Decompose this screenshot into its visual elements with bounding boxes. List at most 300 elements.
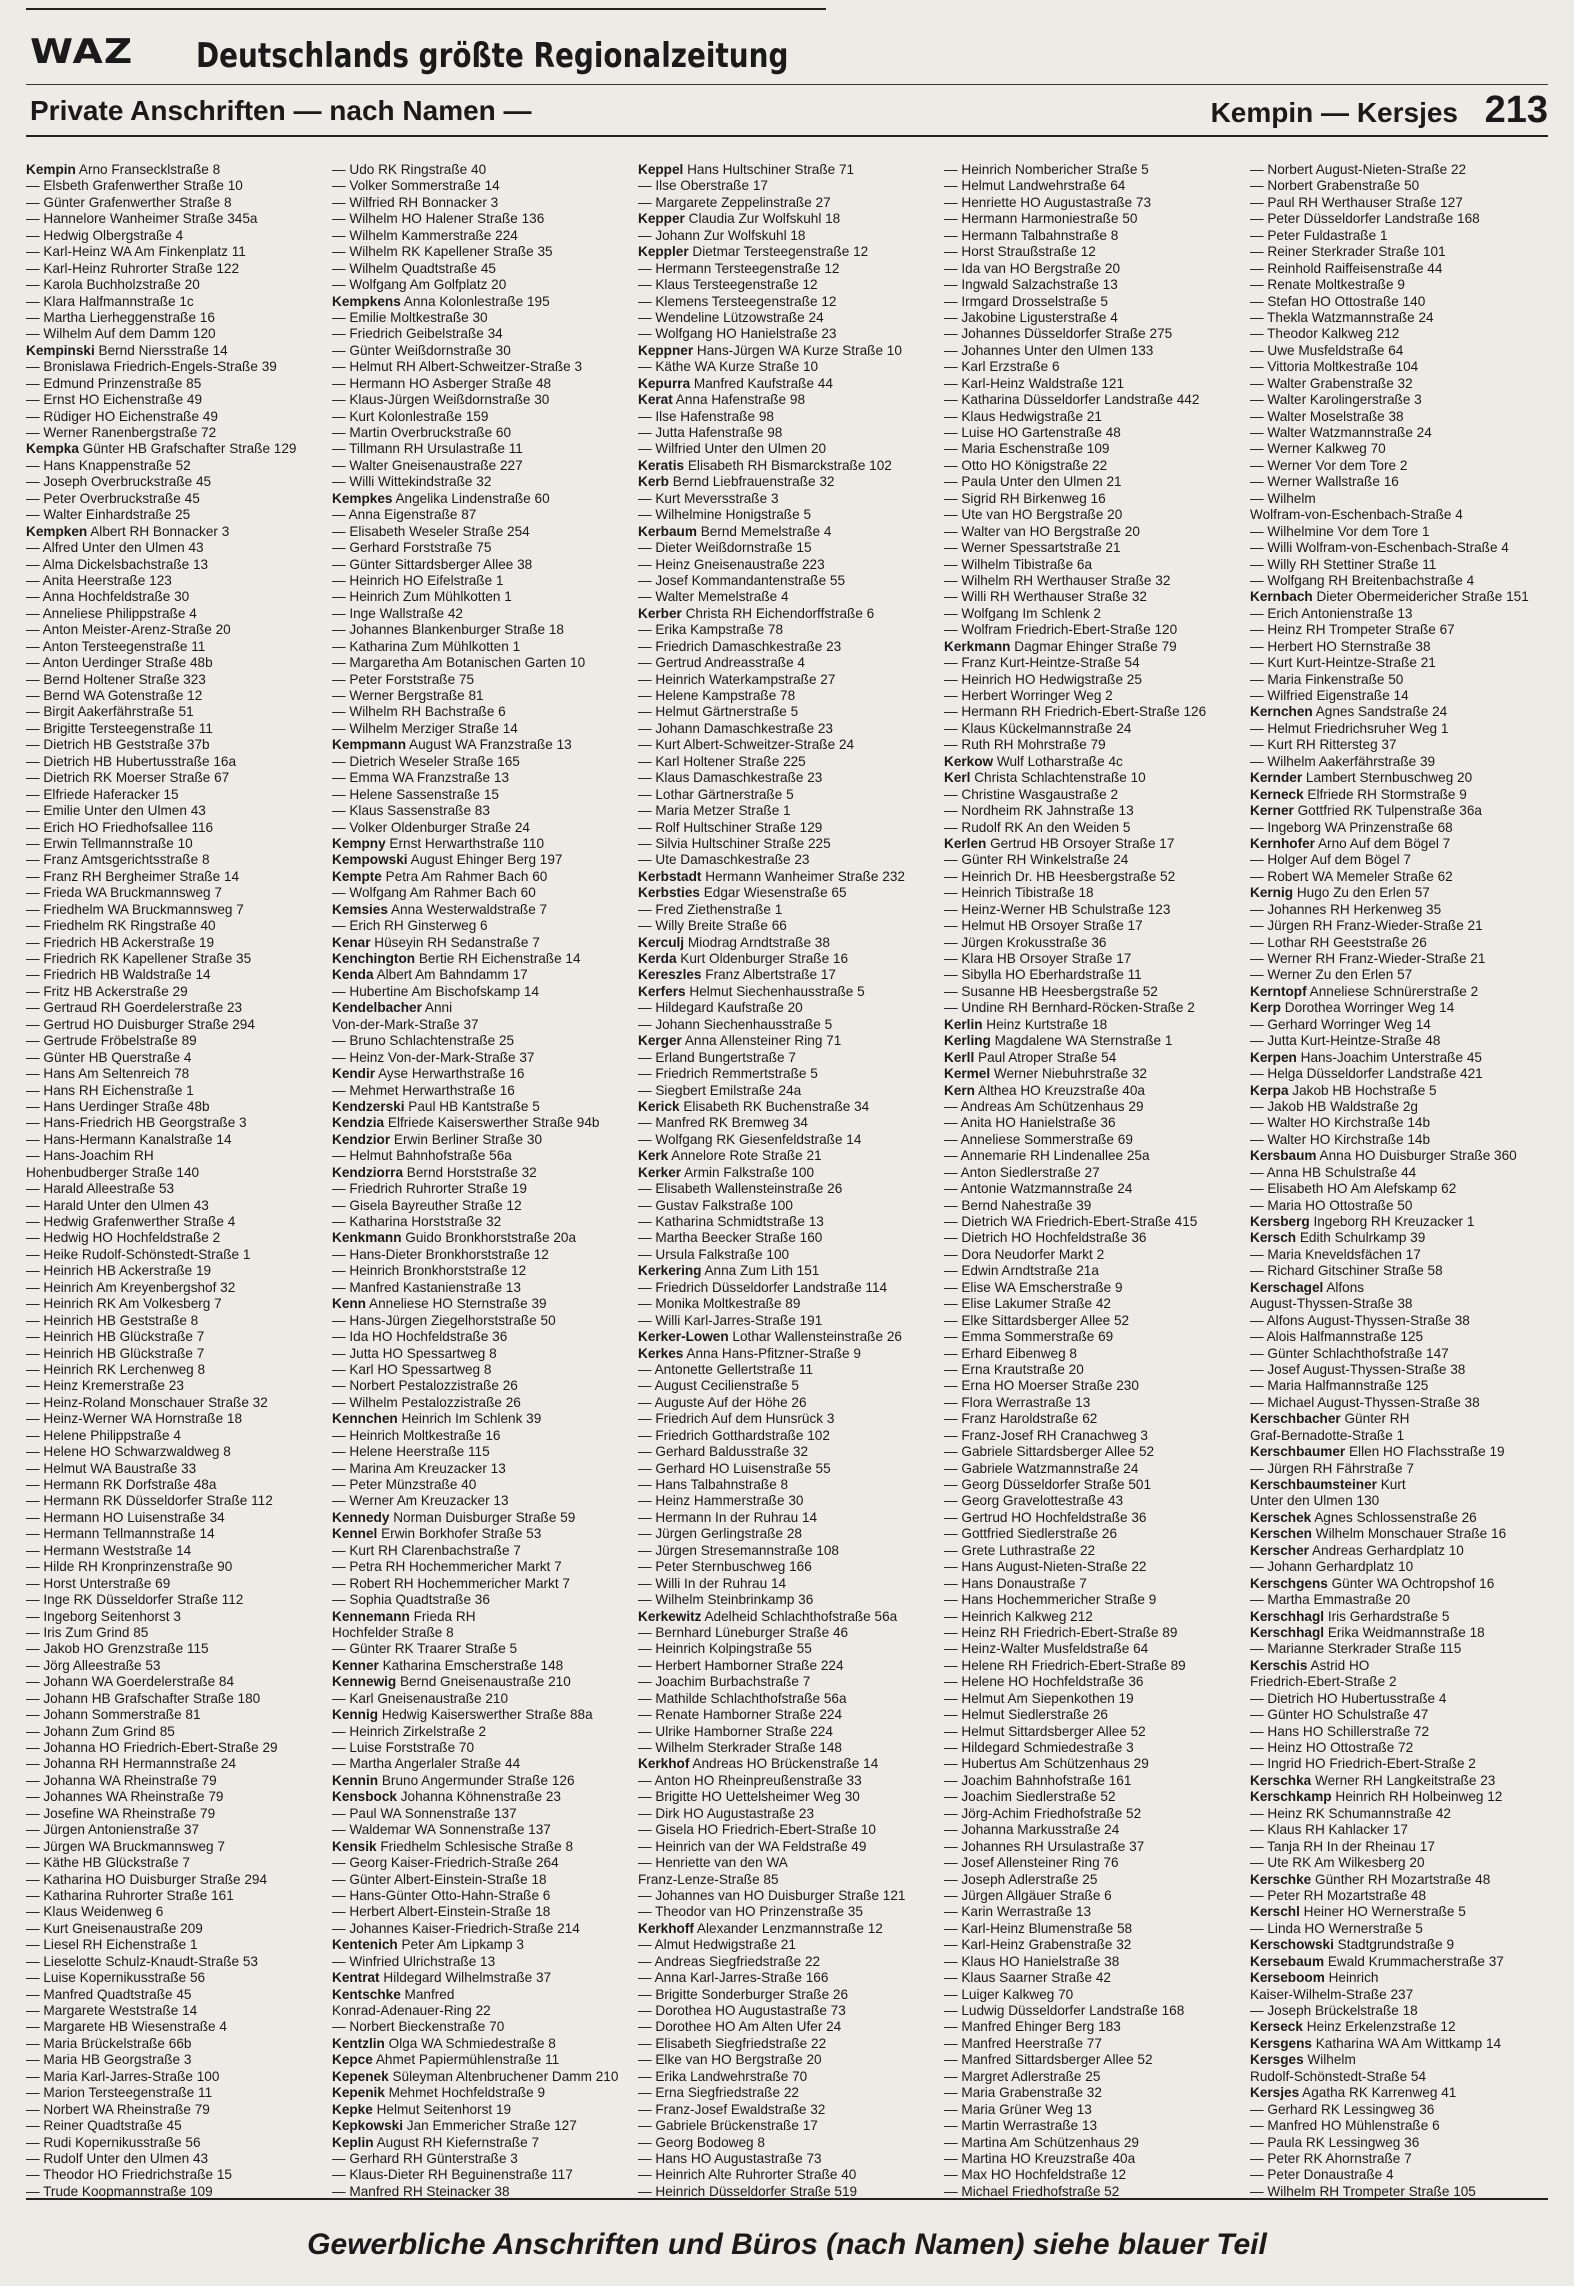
listing-entry: — Franz Kurt-Heintze-Straße 54 — [944, 655, 1140, 671]
listing-entry: — Reiner Sterkrader Straße 101 — [1250, 244, 1446, 260]
listing-entry: Kaiser-Wilhelm-Straße 237 — [1250, 1986, 1414, 2002]
listing-entry: — Helmut Am Siepenkothen 19 — [944, 1690, 1134, 1706]
entry-details: Hugo Zu den Erlen 57 — [1293, 885, 1430, 901]
listing-entry: — Heinrich RK Am Volkesberg 7 — [26, 1296, 222, 1312]
listing-entry: — Günter HB Querstraße 4 — [26, 1049, 192, 1065]
listing-entry: — Hildegard Kaufstraße 20 — [638, 1000, 803, 1016]
entry-details: Günter RH — [1340, 1411, 1410, 1427]
entry-details: Agnes Sandstraße 24 — [1312, 704, 1448, 720]
listing-entry: — Peter Forststraße 75 — [332, 671, 475, 687]
listing-entry: — Martha Emmastraße 20 — [1250, 1592, 1411, 1608]
entry-details: Erika Weidmannstraße 18 — [1324, 1624, 1485, 1640]
listing-entry: — Volker Oldenburger Straße 24 — [332, 819, 530, 835]
listing-entry — [332, 737, 632, 753]
listing-entry: — Klaus Saarner Straße 42 — [944, 1970, 1111, 1986]
listing-entry: — Karl-Heinz WA Am Finkenplatz 11 — [26, 244, 246, 260]
listing-entry — [944, 754, 1244, 770]
listing-entry: — Anton Uerdinger Straße 48b — [26, 655, 213, 671]
listing-entry: — Gertraud RH Goerdelerstraße 23 — [26, 1000, 243, 1016]
listing-entry: — Jürgen Allgäuer Straße 6 — [944, 1887, 1112, 1903]
entry-details: Arno Auf dem Bögel 7 — [1314, 835, 1451, 851]
surname: Kempken — [26, 523, 88, 539]
listing-entry — [332, 1937, 632, 1953]
listing-column-5 — [1250, 162, 1550, 2199]
listing-entry: — Heinrich RK Lerchenweg 8 — [26, 1361, 206, 1377]
listing-entry — [332, 1099, 632, 1115]
surname: Kempmann — [332, 737, 407, 753]
entry-details: Stadtgrundstraße 9 — [1333, 1937, 1455, 1953]
listing-entry: — Alois Halfmannstraße 125 — [1250, 1329, 1424, 1345]
listing-entry — [638, 1099, 938, 1115]
listing-entry: — Antonie Watzmannstraße 24 — [944, 1181, 1133, 1197]
surname: Kerschl — [1250, 1904, 1300, 1920]
listing-entry: — Inge Wallstraße 42 — [332, 605, 463, 621]
listing-entry: — Karl-Heinz Blumenstraße 58 — [944, 1920, 1133, 1936]
listing-entry — [26, 441, 326, 457]
listing-entry: — Walter Moselstraße 38 — [1250, 408, 1404, 424]
listing-entry — [332, 1789, 632, 1805]
listing-entry: — Klaus Weidenweg 6 — [26, 1904, 164, 1920]
listing-entry: — Karl Gneisenaustraße 210 — [332, 1690, 509, 1706]
listing-entry: — Johann Sommerstraße 81 — [26, 1707, 201, 1723]
entry-details: Heinz Erkelenzstraße 12 — [1302, 2019, 1456, 2035]
surname: Keplin — [332, 2134, 374, 2150]
listing-entry: — Hubertus Am Schützenhaus 29 — [944, 1756, 1149, 1772]
listing-entry — [1250, 1872, 1550, 1888]
listing-entry: Rudolf-Schönstedt-Straße 54 — [1250, 2068, 1427, 2084]
listing-entry: — Hermann Talbahnstraße 8 — [944, 227, 1119, 243]
listing-entry: — Heinrich Am Kreyenbergshof 32 — [26, 1279, 236, 1295]
listing-entry: — Norbert Pestalozzistraße 26 — [332, 1378, 518, 1394]
listing-entry: — Wilhelm Kammerstraße 224 — [332, 227, 518, 243]
listing-entry: — Alfons August-Thyssen-Straße 38 — [1250, 1312, 1470, 1328]
listing-entry: — Katharina Ruhrorter Straße 161 — [26, 1887, 234, 1903]
listing-entry — [1250, 1658, 1550, 1674]
listing-entry: — Hedwig HO Hochfeldstraße 2 — [26, 1230, 221, 1246]
listing-entry — [332, 2085, 632, 2101]
entry-details: Andreas Gerhardplatz 10 — [1308, 1542, 1464, 1558]
listing-entry: — Willy RH Stettiner Straße 11 — [1250, 556, 1437, 572]
listing-entry: — Gabriele Sittardsberger Allee 52 — [944, 1444, 1155, 1460]
surname: Kerschagel — [1250, 1279, 1324, 1295]
listing-entry — [944, 836, 1244, 852]
listing-entry: — Heinrich HB Ackerstraße 19 — [26, 1263, 212, 1279]
footer-note: Gewerbliche Anschriften und Büros (nach Namen) siehe blauer Teil — [307, 2228, 1267, 2261]
listing-entry: — Erwin Tellmannstraße 10 — [26, 835, 193, 851]
listing-entry: — Wilhelm Aakerfährstraße 39 — [1250, 753, 1436, 769]
listing-entry: — Ingrid HO Friedrich-Ebert-Straße 2 — [1250, 1756, 1476, 1772]
listing-entry — [638, 606, 938, 622]
surname: Kersges — [1250, 2052, 1304, 2068]
listing-entry: — Emma WA Franzstraße 13 — [332, 770, 510, 786]
listing-entry: — Waldemar WA Sonnenstraße 137 — [332, 1822, 551, 1838]
listing-entry: — Karl-Heinz Ruhrorter Straße 122 — [26, 260, 240, 276]
listing-entry: — Werner Vor dem Tore 2 — [1250, 457, 1408, 473]
listing-entry: — Jürgen Gerlingstraße 28 — [638, 1526, 802, 1542]
listing-entry — [332, 951, 632, 967]
listing-entry: — Martin Overbruckstraße 60 — [332, 425, 512, 440]
listing-entry: — Erika Landwehrstraße 70 — [638, 2068, 808, 2084]
surname: Kensik — [332, 1838, 377, 1854]
listing-entry: — Anna Karl-Jarres-Straße 166 — [638, 1970, 829, 1986]
listing-entry: — Jörg Alleestraße 53 — [26, 1657, 161, 1673]
listing-entry — [332, 1066, 632, 1082]
listing-entry — [638, 1609, 938, 1625]
listing-entry: — Hans-Hermann Kanalstraße 14 — [26, 1131, 232, 1147]
listing-entry: — Linda HO Wernerstraße 5 — [1250, 1920, 1423, 1936]
entry-details: Wilhelm — [1303, 2052, 1356, 2068]
listing-entry: — Wilhelm Auf dem Damm 120 — [26, 326, 216, 342]
listing-entry: — Jürgen Stresemannstraße 108 — [638, 1542, 839, 1558]
surname: Kepenek — [332, 2068, 389, 2084]
surname: Kerber — [638, 605, 682, 621]
listing-entry: — Kurt Albert-Schweitzer-Straße 24 — [638, 737, 855, 753]
listing-entry: — Ute Damaschkestraße 23 — [638, 852, 810, 868]
listing-entry: — Helene HO Hochfeldstraße 36 — [944, 1674, 1144, 1690]
surname: Kentrat — [332, 1970, 380, 1986]
listing-entry: — Erich Antonienstraße 13 — [1250, 605, 1413, 621]
listing-entry: — Hans-Jürgen Ziegelhorststraße 50 — [332, 1312, 556, 1328]
listing-entry: — Thekla Watzmannstraße 24 — [1250, 309, 1434, 325]
listing-entry — [638, 1148, 938, 1164]
listing-entry: — Johanna HO Friedrich-Ebert-Straße 29 — [26, 1740, 278, 1755]
listing-entry — [638, 524, 938, 540]
surname: Kerb — [638, 474, 669, 490]
listing-entry: — Herbert Albert-Einstein-Straße 18 — [332, 1904, 551, 1920]
listing-entry: — Joachim Bahnhofstraße 161 — [944, 1772, 1132, 1788]
listing-entry: — Friedrich Geibelstraße 34 — [332, 326, 503, 342]
listing-entry: — Bernd WA Gotenstraße 12 — [26, 688, 203, 703]
listing-entry: — Dorothea HO Augustastraße 73 — [638, 2003, 846, 2018]
listing-entry — [638, 951, 938, 967]
directory-page — [26, 0, 1548, 2286]
listing-entry — [1250, 803, 1550, 819]
listing-entry: — Heinrich HB Glückstraße 7 — [26, 1345, 205, 1361]
listing-entry: — Karin Werrastraße 13 — [944, 1904, 1092, 1920]
listing-entry — [332, 1510, 632, 1526]
listing-entry: — Klaus-Jürgen Weißdornstraße 30 — [332, 392, 550, 408]
listing-entry: — Heinrich Kalkweg 212 — [944, 1608, 1093, 1624]
surname: Kersch — [1250, 1230, 1297, 1246]
listing-entry: — Heinrich Zum Mühlkotten 1 — [332, 589, 512, 605]
listing-entry: — Winfried Ulrichstraße 13 — [332, 1953, 496, 1969]
listing-entry: — Martha Angerlaler Straße 44 — [332, 1756, 521, 1772]
surname: Kerker-Lowen — [638, 1329, 729, 1345]
listing-entry: — Katharina Horststraße 32 — [332, 1214, 502, 1229]
surname: Kennel — [332, 1526, 378, 1542]
listing-entry: — Helene Heerstraße 115 — [332, 1444, 490, 1460]
listing-entry: — Wilhelm Merziger Straße 14 — [332, 720, 518, 736]
listing-entry: — Jutta HO Spessartweg 8 — [332, 1345, 497, 1361]
listing-entry: — Birgit Aakerfährstraße 51 — [26, 704, 194, 720]
entry-details: Dorothea Worringer Weg 14 — [1280, 1000, 1455, 1016]
listing-entry: — Ulrike Hamborner Straße 224 — [638, 1723, 833, 1739]
listing-entry: — Heinrich Dr. HB Heesbergstraße 52 — [944, 868, 1176, 884]
listing-entry: Konrad-Adenauer-Ring 22 — [332, 2003, 491, 2018]
listing-entry — [944, 1017, 1244, 1033]
listing-entry: — Wilhelm RH Trompeter Straße 105 — [1250, 2183, 1476, 2199]
listing-entry: — Friedrich Damaschkestraße 23 — [638, 638, 842, 654]
listing-entry — [332, 2135, 632, 2151]
entry-details: Claudia Zur Wolfskuhl 18 — [684, 211, 841, 227]
entry-details: Dieter Obermeidericher Straße 151 — [1312, 589, 1529, 605]
listing-entry: — Monika Moltkestraße 89 — [638, 1296, 801, 1312]
surname: Kepurra — [638, 375, 691, 391]
listing-entry: — Heinz Von-der-Mark-Straße 37 — [332, 1049, 535, 1065]
listing-entry: — Herbert Worringer Weg 2 — [944, 688, 1113, 703]
name-range: Kempin — Kersjes — [1210, 97, 1458, 128]
surname: Kersgens — [1250, 2035, 1312, 2051]
surname: Kernig — [1250, 885, 1294, 901]
listing-entry — [26, 524, 326, 540]
entry-details: Hans-Joachim Unterstraße 45 — [1296, 1049, 1482, 1065]
listing-entry: — Erna HO Moerser Straße 230 — [944, 1378, 1139, 1394]
listing-entry: — Willi Wittekindstraße 32 — [332, 474, 492, 490]
listing-entry: — Friedrich HB Ackerstraße 19 — [26, 934, 215, 950]
surname: Kerll — [944, 1049, 975, 1065]
entry-details: Angelika Lindenstraße 60 — [392, 490, 550, 506]
listing-entry: — Heinrich Alte Ruhrorter Straße 40 — [638, 2167, 857, 2183]
listing-entry: — Martina HO Kreuzstraße 40a — [944, 2150, 1136, 2166]
listing-entry: — Reinhold Raiffeisenstraße 44 — [1250, 260, 1443, 276]
listing-entry: — Peter Overbruckstraße 45 — [26, 490, 200, 506]
surname: Kerker — [638, 1164, 682, 1180]
listing-entry — [1250, 1230, 1550, 1246]
listing-entry: — Klaus Kückelmannstraße 24 — [944, 720, 1132, 736]
listing-entry: — Wendeline Lützowstraße 24 — [638, 309, 824, 325]
surname: Kepke — [332, 2101, 373, 2117]
listing-entry: — Richard Gitschiner Straße 58 — [1250, 1263, 1443, 1279]
entry-details: Gottfried RK Tulpenstraße 36a — [1293, 803, 1482, 819]
listing-entry: — Günter Grafenwerther Straße 8 — [26, 194, 232, 210]
listing-entry: — Harald Unter den Ulmen 43 — [26, 1197, 209, 1213]
listing-entry — [332, 1000, 632, 1016]
listing-entry — [944, 1033, 1244, 1049]
listing-entry — [1250, 1954, 1550, 1970]
listing-entry: — Klara Halfmannstraße 1c — [26, 293, 194, 309]
listing-entry: Von-der-Mark-Straße 37 — [332, 1016, 479, 1032]
listing-entry: — Hannelore Wanheimer Straße 345a — [26, 211, 258, 227]
listing-entry: Hohenbudberger Straße 140 — [26, 1164, 200, 1180]
listing-entry: — Gertrud HO Duisburger Straße 294 — [26, 1016, 255, 1032]
listing-entry: — Franz-Josef Ewaldstraße 32 — [638, 2101, 826, 2117]
surname: Kenn — [332, 1296, 366, 1312]
listing-entry: — Willi In der Ruhrau 14 — [638, 1575, 787, 1591]
listing-entry: — Brigitte Tersteegenstraße 11 — [26, 720, 213, 736]
listing-entry: — Willy Breite Straße 66 — [638, 918, 787, 934]
listing-entry: — Gottfried Siedlerstraße 26 — [944, 1526, 1118, 1542]
surname: Kempte — [332, 868, 382, 884]
listing-entry: — Lothar Gärtnerstraße 5 — [638, 786, 794, 802]
surname: Kerkmann — [944, 638, 1011, 654]
listing-entry: — Stefan HO Ottostraße 140 — [1250, 293, 1426, 309]
surname: Kempowski — [332, 852, 408, 868]
listing-entry: — Heinrich Zirkelstraße 2 — [332, 1723, 487, 1739]
entry-details: Bernd Niersstraße 14 — [94, 342, 228, 358]
listing-entry: — Josefine WA Rheinstraße 79 — [26, 1805, 216, 1821]
listing-entry: — Dietrich HB Hubertusstraße 16a — [26, 753, 237, 769]
listing-entry: — Dietrich WA Friedrich-Ebert-Straße 415 — [944, 1214, 1198, 1229]
listing-entry: — Manfred Quadtstraße 45 — [26, 1986, 192, 2002]
listing-entry: — Brigitte HO Uettelsheimer Weg 30 — [638, 1789, 860, 1805]
surname: Kerl — [944, 770, 971, 786]
surname: Keppner — [638, 342, 694, 358]
listing-entry: — Helene Kampstraße 78 — [638, 688, 796, 703]
listing-entry: — Mathilde Schlachthofstraße 56a — [638, 1690, 847, 1706]
entry-details: Althea HO Kreuzstraße 40a — [974, 1082, 1145, 1098]
entry-details: Jan Emmericher Straße 127 — [403, 2118, 577, 2134]
listing-entry: — Gisela Bayreuther Straße 12 — [332, 1197, 522, 1213]
listing-entry: — Karola Buchholzstraße 20 — [26, 277, 200, 293]
entry-details: Heinz Kurtstraße 18 — [982, 1016, 1108, 1032]
entry-details: Anna Kolonlestraße 195 — [400, 293, 550, 309]
surname: Kerschke — [1250, 1871, 1312, 1887]
listing-entry: — Paul WA Sonnenstraße 137 — [332, 1805, 517, 1821]
listing-entry: Graf-Bernadotte-Straße 1 — [1250, 1427, 1405, 1443]
listing-entry — [944, 639, 1244, 655]
listing-entry: — Rüdiger HO Eichenstraße 49 — [26, 408, 218, 424]
listing-entry — [1250, 2085, 1550, 2101]
surname: Kentenich — [332, 1937, 398, 1953]
entry-details: Günter WA Ochtropshof 16 — [1327, 1575, 1495, 1591]
listing-entry: — Günter RK Traarer Straße 5 — [332, 1641, 518, 1657]
listing-entry: — Wilhelm Steinbrinkamp 36 — [638, 1592, 814, 1608]
surname: Kennig — [332, 1707, 379, 1723]
listing-entry: — Herbert HO Sternstraße 38 — [1250, 638, 1431, 654]
listing-entry: — Norbert Grabenstraße 50 — [1250, 178, 1420, 194]
surname: Kepce — [332, 2052, 373, 2068]
listing-entry: — Martin Werrastraße 13 — [944, 2118, 1098, 2134]
listing-entry: — Alfred Unter den Ulmen 43 — [26, 540, 204, 556]
listing-entry: — Manfred RH Steinacker 38 — [332, 2183, 510, 2199]
entry-details: Edgar Wiesenstraße 65 — [699, 885, 847, 901]
listing-entry: — Maria Grabenstraße 32 — [944, 2085, 1102, 2101]
entry-details: Alexander Lenzmannstraße 12 — [693, 1920, 883, 1936]
listing-entry — [1250, 1280, 1550, 1296]
entry-details: Christa Schlachtenstraße 10 — [970, 770, 1146, 786]
listing-entry — [638, 162, 938, 178]
listing-entry: — Heinrich Bronkhorststraße 12 — [332, 1263, 527, 1279]
listing-entry — [1250, 1970, 1550, 1986]
listing-entry: — Heinrich Düsseldorfer Straße 519 — [638, 2183, 858, 2199]
listing-entry: — Werner Zu den Erlen 57 — [1250, 967, 1413, 983]
listing-entry: — Walter Karolingerstraße 3 — [1250, 392, 1422, 408]
listing-entry: — Johannes Blankenburger Straße 18 — [332, 622, 564, 638]
listing-entry: — Silvia Hultschiner Straße 225 — [638, 835, 831, 851]
listing-entry: — Erika Kampstraße 78 — [638, 622, 784, 638]
listing-entry: — Norbert WA Rheinstraße 79 — [26, 2101, 210, 2117]
listing-entry: — Martha Beecker Straße 160 — [638, 1230, 823, 1246]
listing-entry: — Friedrich Gotthardstraße 102 — [638, 1427, 830, 1443]
listing-entry: — Wolfgang HO Hanielstraße 23 — [638, 326, 837, 342]
listing-entry: — Johanna WA Rheinstraße 79 — [26, 1772, 217, 1788]
listing-entry: — Heinz RH Friedrich-Ebert-Straße 89 — [944, 1624, 1178, 1640]
listing-entry: — Sigrid RH Birkenweg 16 — [944, 490, 1106, 506]
listing-entry: — Kurt Kolonlestraße 159 — [332, 408, 489, 424]
surname: Kepkowski — [332, 2118, 404, 2134]
listing-entry: — Hans Uerdinger Straße 48b — [26, 1098, 210, 1114]
surname: Kerschbacher — [1250, 1411, 1341, 1427]
listing-entry: — Horst Unterstraße 69 — [26, 1575, 171, 1591]
listing-entry: — Gerhard Worringer Weg 14 — [1250, 1016, 1431, 1032]
listing-entry: — Walter Watzmannstraße 24 — [1250, 425, 1432, 440]
listing-entry: — Wilhelm Quadtstraße 45 — [332, 260, 496, 276]
listing-entry — [332, 1707, 632, 1723]
listing-entry — [1250, 1148, 1550, 1164]
listing-entry: Franz-Lenze-Straße 85 — [638, 1871, 779, 1887]
listing-entry: — Johann WA Goerdelerstraße 84 — [26, 1674, 235, 1690]
listing-entry: — Walter Gneisenaustraße 227 — [332, 457, 523, 473]
listing-entry: — Elke Sittardsberger Allee 52 — [944, 1312, 1130, 1328]
listing-entry: — Margaretha Am Botanischen Garten 10 — [332, 655, 586, 671]
surname: Kennchen — [332, 1411, 398, 1427]
listing-entry: — Susanne HB Heesbergstraße 52 — [944, 983, 1158, 999]
entry-details: Petra Am Rahmer Bach 60 — [381, 868, 548, 884]
listing-entry: — Henriette van den WA — [638, 1855, 788, 1871]
listing-entry: — Joseph Adlerstraße 25 — [944, 1871, 1098, 1887]
listing-entry: — Katharina Zum Mühlkotten 1 — [332, 638, 521, 654]
listing-entry: — Mehmet Herwarthstraße 16 — [332, 1082, 515, 1098]
listing-entry: — Hans Am Seltenreich 78 — [26, 1066, 190, 1082]
surname: Kerger — [638, 1033, 682, 1049]
listing-entry: — Kurt Kurt-Heintze-Straße 21 — [1250, 655, 1436, 671]
listing-entry: — Helmut Gärtnerstraße 5 — [638, 704, 799, 720]
listing-entry: — Martina Am Schützenhaus 29 — [944, 2134, 1139, 2150]
listing-entry: — Maria Brückelstraße 66b — [26, 2035, 192, 2051]
listing-entry: — Hildegard Schmiedestraße 3 — [944, 1740, 1134, 1755]
listing-entry: — Katharina HO Duisburger Straße 294 — [26, 1871, 268, 1887]
listing-entry: — Petra RH Hochemmericher Markt 7 — [332, 1559, 562, 1575]
listing-column-4 — [944, 162, 1244, 2199]
entry-details: Kurt Oldenburger Straße 16 — [676, 951, 849, 966]
surname: Kensbock — [332, 1789, 397, 1805]
listing-entry — [638, 1346, 938, 1362]
listing-entry: — Hermann HO Luisenstraße 34 — [26, 1509, 225, 1525]
listing-entry: — Peter Sternbuschweg 166 — [638, 1559, 812, 1575]
surname: Kerseck — [1250, 2019, 1303, 2035]
listing-entry: — Helene HO Schwarzwaldweg 8 — [26, 1444, 231, 1460]
listing-entry: — Christine Wasgaustraße 2 — [944, 786, 1119, 802]
entry-details: Albert Am Bahndamm 17 — [373, 967, 528, 983]
surname: Kerkes — [638, 1345, 684, 1361]
listing-entry: — Karl-Heinz Grabenstraße 32 — [944, 1937, 1132, 1953]
entry-details: Bernd Memelstraße 4 — [696, 523, 832, 539]
listing-entry: — Dietrich HO Hochfeldstraße 36 — [944, 1230, 1147, 1246]
listing-entry: — Heinrich Nombericher Straße 5 — [944, 162, 1149, 177]
surname: Kerseboom — [1250, 1970, 1325, 1986]
listing-entry: — Lothar RH Geeststraße 26 — [1250, 934, 1427, 950]
listing-entry: — Helmut Sittardsberger Allee 52 — [944, 1723, 1146, 1739]
entry-details: Helmut Siechenhausstraße 5 — [685, 983, 865, 999]
entry-details: August RH Kiefernstraße 7 — [373, 2134, 540, 2150]
entry-details: Hans Hultschiner Straße 71 — [683, 162, 855, 177]
listing-entry: — Emma Sommerstraße 69 — [944, 1329, 1114, 1345]
listing-entry: — Helmut Bahnhofstraße 56a — [332, 1148, 512, 1164]
listing-entry: — Holger Auf dem Bögel 7 — [1250, 852, 1411, 868]
listing-entry: — Klaus HO Hanielstraße 38 — [944, 1953, 1120, 1969]
listing-entry: — Helene RH Friedrich-Ebert-Straße 89 — [944, 1657, 1186, 1673]
listing-entry: — Wilfried RH Bonnacker 3 — [332, 194, 499, 210]
listing-entry: — Edwin Arndtstraße 21a — [944, 1263, 1099, 1279]
listing-entry — [332, 2069, 632, 2085]
listing-entry: — Ilse Oberstraße 17 — [638, 178, 768, 194]
listing-entry: — Gertrude Fröbelstraße 89 — [26, 1033, 197, 1049]
listing-entry: — Manfred Sittardsberger Allee 52 — [944, 2052, 1153, 2068]
listing-entry: — Jürgen WA Bruckmannsweg 7 — [26, 1838, 225, 1854]
listing-entry: — Werner Am Kreuzacker 13 — [332, 1493, 509, 1509]
listing-entry: — Johann Zur Wolfskuhl 18 — [638, 227, 806, 243]
listing-entry — [638, 458, 938, 474]
